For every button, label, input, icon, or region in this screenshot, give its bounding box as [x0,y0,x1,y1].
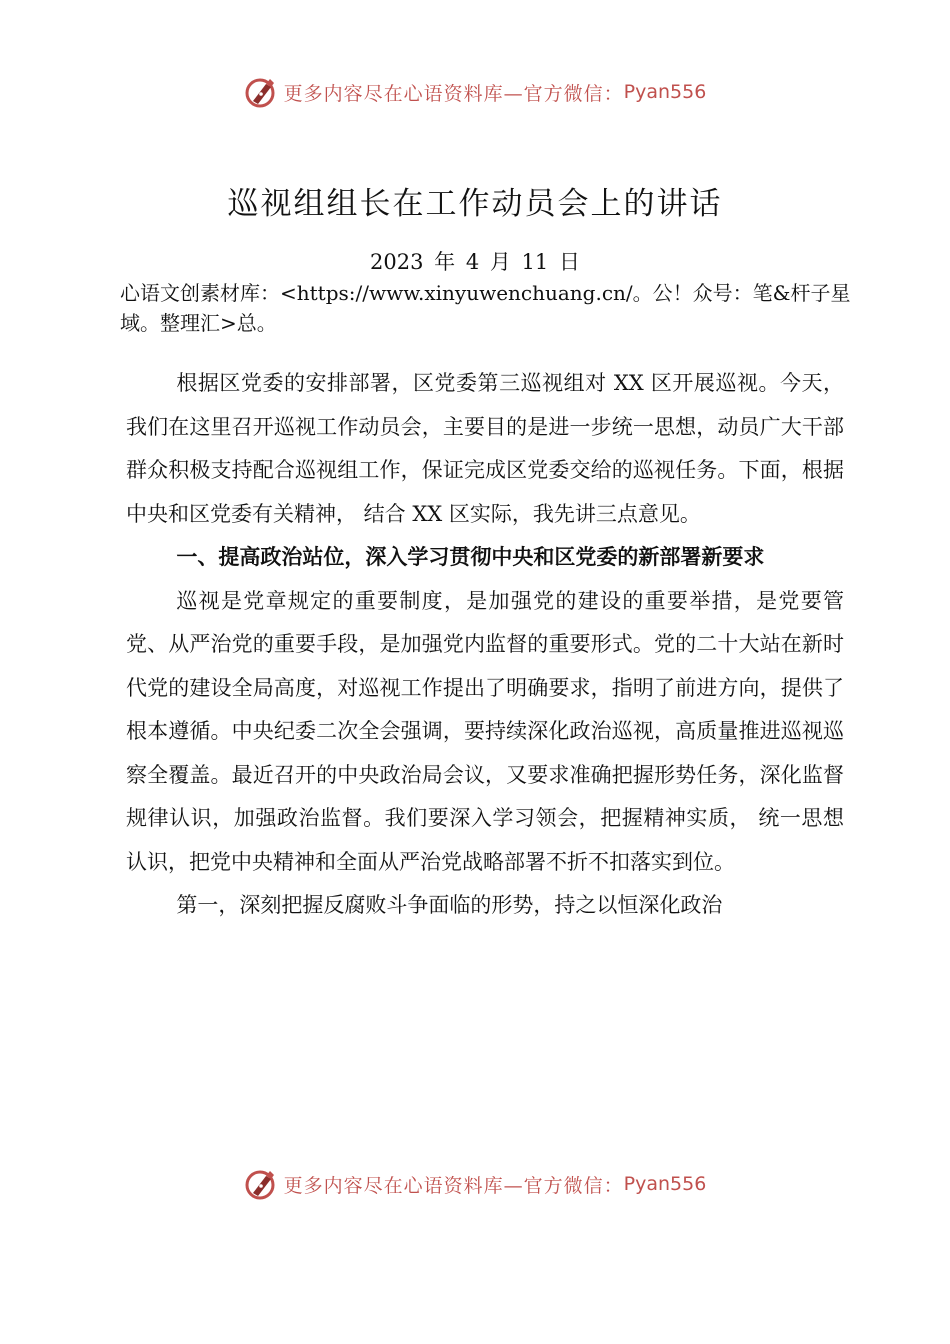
header-watermark-banner [0,72,950,112]
banner-contact: Pyan556 [623,1173,707,1195]
source-note: 心语文创素材库：<https://www.xinyuwenchuang.cn/。公！众号：笔&杆子星域。整理汇>总。 [120,281,851,335]
paragraph-intro: 根据区党委的安排部署，区党委第三巡视组对 XX 区开展巡视。今天，我们在这里召开巡视工作动员会，主要目的是进一步统一思想，动员广大干部群众积极支持配合巡视组工作，保证完成区党委交给的巡视任务。下面，根据中央和区党委有关精神， 结合 XX 区实际，我先讲三点意见。 [126,371,844,526]
banner-text: 更多内容尽在心语资料库—官方微信： [283,82,624,105]
section-heading-1: 一、提高政治站位，深入学习贯彻中央和区党委的新部署新要求 [176,545,765,569]
document-body [126,362,844,928]
pen-nib-logo-icon [244,75,278,109]
paragraph-first-point: 第一，深刻把握反腐败斗争面临的形势，持之以恒深化政治 [176,893,723,917]
document-title: 巡视组组长在工作动员会上的讲话 [227,186,723,222]
banner-text: 更多内容尽在心语资料库—官方微信： [283,1174,624,1197]
footer-watermark-banner [0,1164,950,1204]
banner-contact: Pyan556 [623,81,707,103]
paragraph-body: 巡视是党章规定的重要制度，是加强党的建设的重要举措，是党要管党、从严治党的重要手段，是加强党内监督的重要形式。党的二十大站在新时代党的建设全局高度，对巡视工作提出了明确要求，指明了前进方向，提供了根本遵循。中央纪委二次全会强调，要持续深化政治巡视，高质量推进巡视巡察全覆盖。最近召开的中央政治局会议，又要求准确把握形势任务，深化监督规律认识，加强政治监督。我们要深入学习领会，把握精神实质， 统一思想认识，把党中央精神和全面从严治党战略部署不折不扣落实到位。 [126,588,844,874]
document-date: 2023 年 4 月 11 日 [370,250,580,274]
pen-nib-logo-icon [244,1167,278,1201]
